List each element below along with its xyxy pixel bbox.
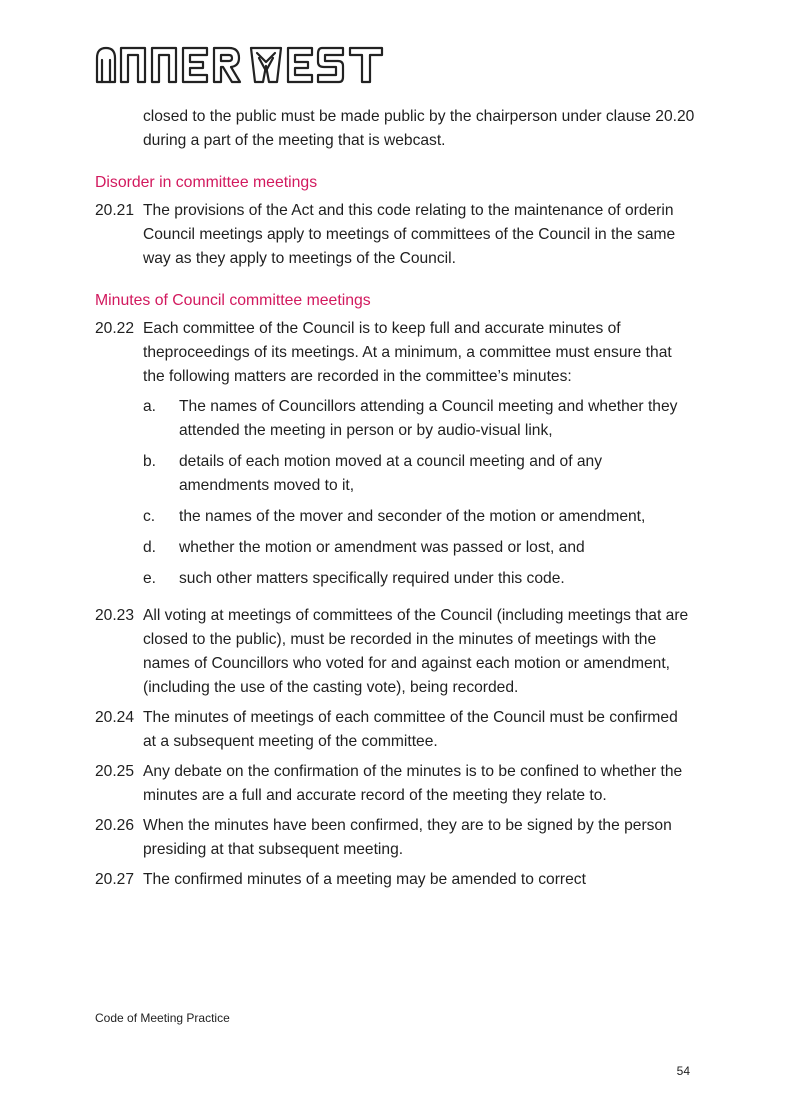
list-item-text: whether the motion or amendment was passed or lost, and [179,539,585,556]
list-item-letter: e. [143,570,157,587]
clause-number: 20.24 [95,709,135,726]
page-number: 54 [676,1064,690,1078]
section-heading-minutes: Minutes of Council committee meetings [95,292,371,309]
document-body [95,105,695,898]
continuation-text: closed to the public must be made public by the chairperson under clause 20.20 during a part of the meeting that is webcast. [143,108,695,149]
clause-number: 20.22 [95,320,135,337]
list-item-letter: d. [143,539,157,556]
list-item-text: The names of Councillors attending a Council meeting and whether they attended the meeting in person or by audio-visual link, [179,398,678,439]
clause-number: 20.21 [95,202,135,219]
clause-text: Each committee of the Council is to keep full and accurate minutes of theproceedings of its meetings. At a minimum, a committee must ensure that the following matters are recorded in the committee’s minutes: [143,320,672,385]
clause-20-25 [95,760,695,808]
list-item [143,567,695,591]
list-item [143,536,695,560]
clause-number: 20.26 [95,817,135,834]
list-item-text: such other matters specifically required under this code. [179,570,565,587]
clause-text: The minutes of meetings of each committee of the Council must be confirmed at a subsequent meeting of the committee. [143,709,678,750]
clause-text: The confirmed minutes of a meeting may be amended to correct [143,871,586,888]
clause-20-26 [95,814,695,862]
clause-20-27 [95,868,695,892]
list-item-letter: a. [143,398,157,415]
section-heading-disorder: Disorder in committee meetings [95,174,318,191]
clause-text: When the minutes have been confirmed, they are to be signed by the person presiding at that subsequent meeting. [143,817,672,858]
clause-text: All voting at meetings of committees of the Council (including meetings that are closed to the public), must be recorded in the minutes of meetings with the names of Councillors who voted for and against each motion or amendment, (including the use of the casting vote), being recorded. [143,607,689,696]
clause-text: Any debate on the confirmation of the minutes is to be confined to whether the minutes are a full and accurate record of the meeting they relate to. [143,763,683,804]
inner-west-logo [95,44,391,84]
clause-number: 20.27 [95,871,135,888]
clause-number: 20.25 [95,763,135,780]
clause-20-23 [95,604,695,700]
list-item [143,505,695,529]
list-item [143,450,695,498]
list-item-letter: b. [143,453,157,470]
list-item [143,395,695,443]
minutes-matters-list [143,395,695,591]
clause-20-24 [95,706,695,754]
list-item-text: the names of the mover and seconder of the motion or amendment, [179,508,646,525]
list-item-text: details of each motion moved at a council meeting and of any amendments moved to it, [179,453,603,494]
clause-text: The provisions of the Act and this code relating to the maintenance of orderin Council meetings apply to meetings of committees of the Council in the same way as they apply to meetings of the Council. [143,202,676,267]
clause-20-22 [95,317,695,598]
footer-document-title: Code of Meeting Practice [95,1011,230,1025]
clause-20-21 [95,199,695,271]
list-item-letter: c. [143,508,156,525]
clause-number: 20.23 [95,607,135,624]
